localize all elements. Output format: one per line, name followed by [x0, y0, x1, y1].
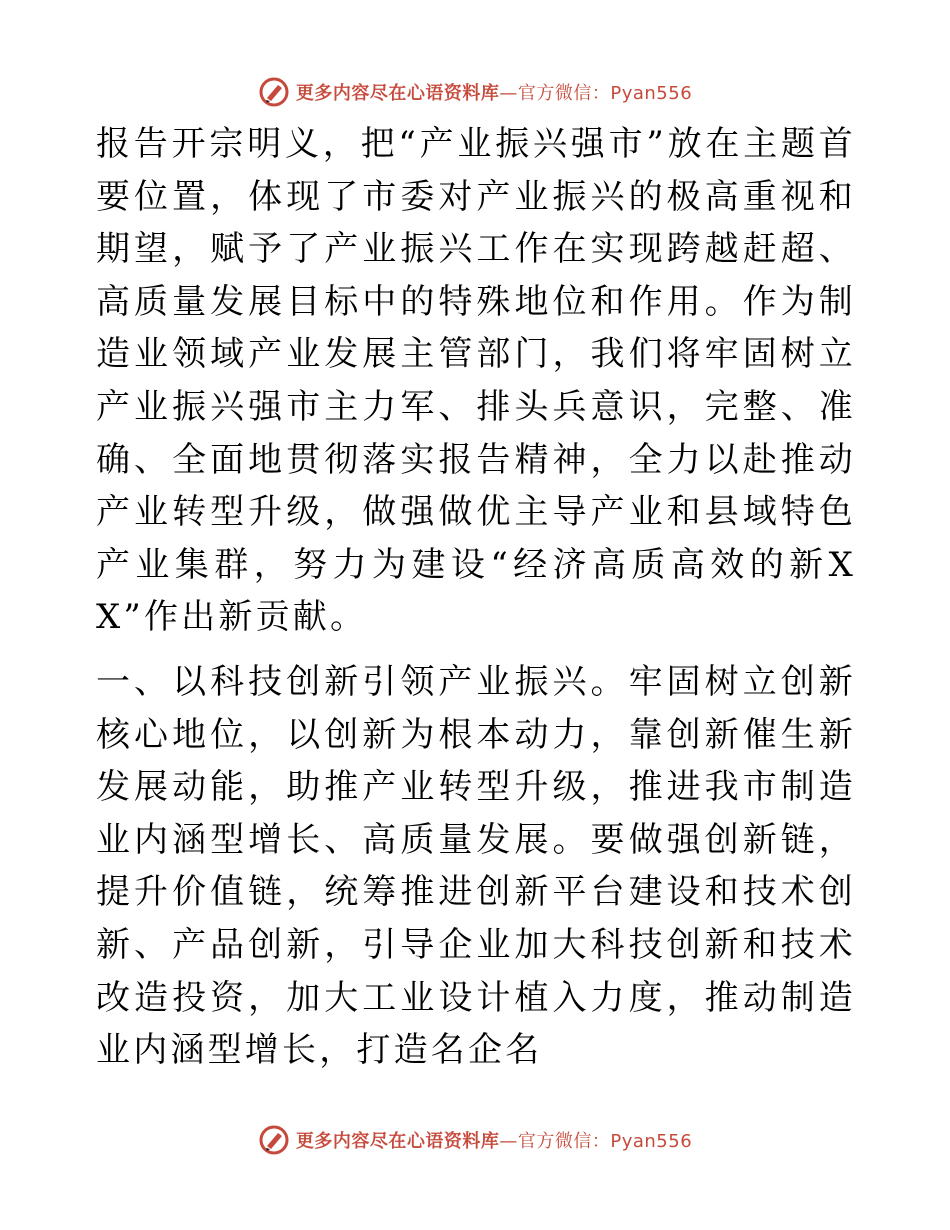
brush-logo-icon [258, 76, 290, 108]
brush-logo-icon [258, 1124, 290, 1156]
watermark-wechat-label: 官方微信： [517, 1131, 611, 1152]
watermark-wechat-id: Pyan556 [610, 83, 693, 104]
watermark-brand: 更多内容尽在心语资料库 [295, 1131, 500, 1152]
document-body [96, 118, 856, 1077]
watermark-text [296, 79, 692, 105]
paragraph-intro: 报告开宗明义，把“产业振兴强市”放在主题首要位置，体现了市委对产业振兴的极高重视和期望，赋予了产业振兴工作在实现跨越赶超、高质量发展目标中的特殊地位和作用。作为制造业领域产业发展主管部门，我们将牢固树立产业振兴强市主力军、排头兵意识，完整、准确、全面地贯彻落实报告精神，全力以赴推动产业转型升级，做强做优主导产业和县域特色产业集群，努力为建设“经济高质高效的新XX”作出新贡献。 [96, 124, 856, 638]
watermark-brand: 更多内容尽在心语资料库 [295, 83, 500, 104]
header-watermark [0, 72, 950, 112]
footer-watermark [0, 1120, 950, 1160]
watermark-separator: — [499, 1131, 518, 1152]
watermark-wechat-label: 官方微信： [517, 83, 611, 104]
paragraph-section-one: 一、以科技创新引领产业振兴。牢固树立创新核心地位，以创新为根本动力，靠创新催生新发展动能，助推产业转型升级，推进我市制造业内涵型增长、高质量发展。要做强创新链，提升价值链，统筹推进创新平台建设和技术创新、产品创新，引导企业加大科技创新和技术改造投资，加大工业设计植入力度，推动制造业内涵型增长，打造名企名 [96, 661, 856, 1071]
watermark-wechat-id: Pyan556 [610, 1131, 693, 1152]
watermark-separator: — [499, 83, 518, 104]
watermark-text [296, 1127, 692, 1153]
